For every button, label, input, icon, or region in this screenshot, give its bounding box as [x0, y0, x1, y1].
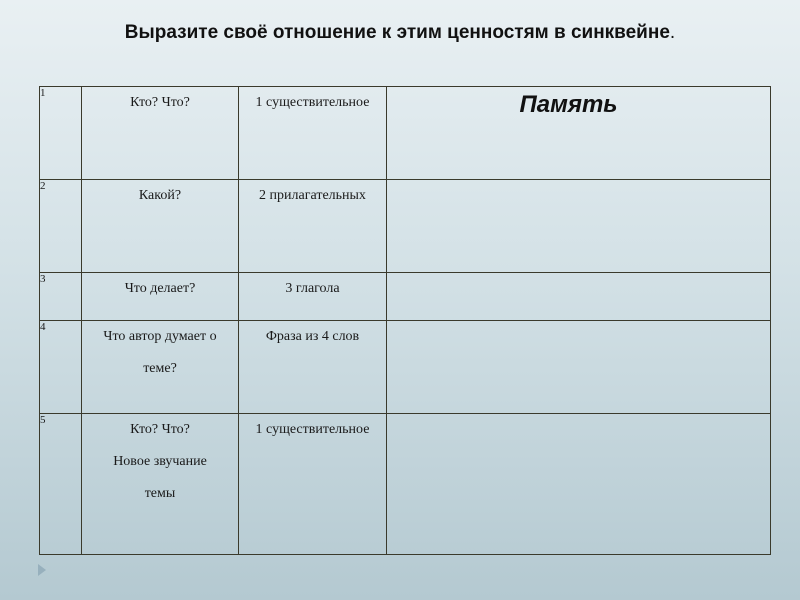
question-line: Что делает? [124, 281, 196, 296]
row-number: 1 [40, 87, 82, 180]
row-hint: 1 существительное [239, 414, 387, 555]
row-hint: 1 существительное [239, 87, 387, 180]
row-question [82, 180, 239, 273]
row-answer[interactable] [387, 321, 771, 414]
row-answer[interactable] [387, 414, 771, 555]
question-line: теме? [143, 361, 177, 376]
row-number: 2 [40, 180, 82, 273]
row-answer[interactable] [387, 273, 771, 321]
question-line: Кто? Что? [130, 95, 190, 110]
row-number: 3 [40, 273, 82, 321]
answer-word: Память [519, 91, 618, 118]
row-question [82, 414, 239, 555]
question-line: Что автор думает о [103, 329, 217, 344]
row-question [82, 273, 239, 321]
table-row [40, 87, 771, 180]
question-line: Какой? [138, 188, 182, 203]
cinquain-table [39, 86, 771, 555]
row-hint: 2 прилагательных [239, 180, 387, 273]
table-row [40, 180, 771, 273]
question-line: Новое звучание [113, 454, 207, 469]
next-slide-arrow-icon[interactable] [38, 564, 46, 576]
table-row [40, 414, 771, 555]
row-number: 5 [40, 414, 82, 555]
slide-title-period: . [669, 22, 676, 43]
question-line: темы [144, 486, 176, 501]
row-answer[interactable] [387, 87, 771, 180]
row-question [82, 321, 239, 414]
table-row [40, 273, 771, 321]
slide-title [0, 22, 800, 44]
question-line: Кто? Что? [130, 422, 190, 437]
table-row [40, 321, 771, 414]
row-number: 4 [40, 321, 82, 414]
row-answer[interactable] [387, 180, 771, 273]
row-hint: 3 глагола [239, 273, 387, 321]
slide-title-text: Выразите своё отношение к этим ценностям в синквейне [124, 22, 670, 43]
row-question [82, 87, 239, 180]
row-hint: Фраза из 4 слов [239, 321, 387, 414]
